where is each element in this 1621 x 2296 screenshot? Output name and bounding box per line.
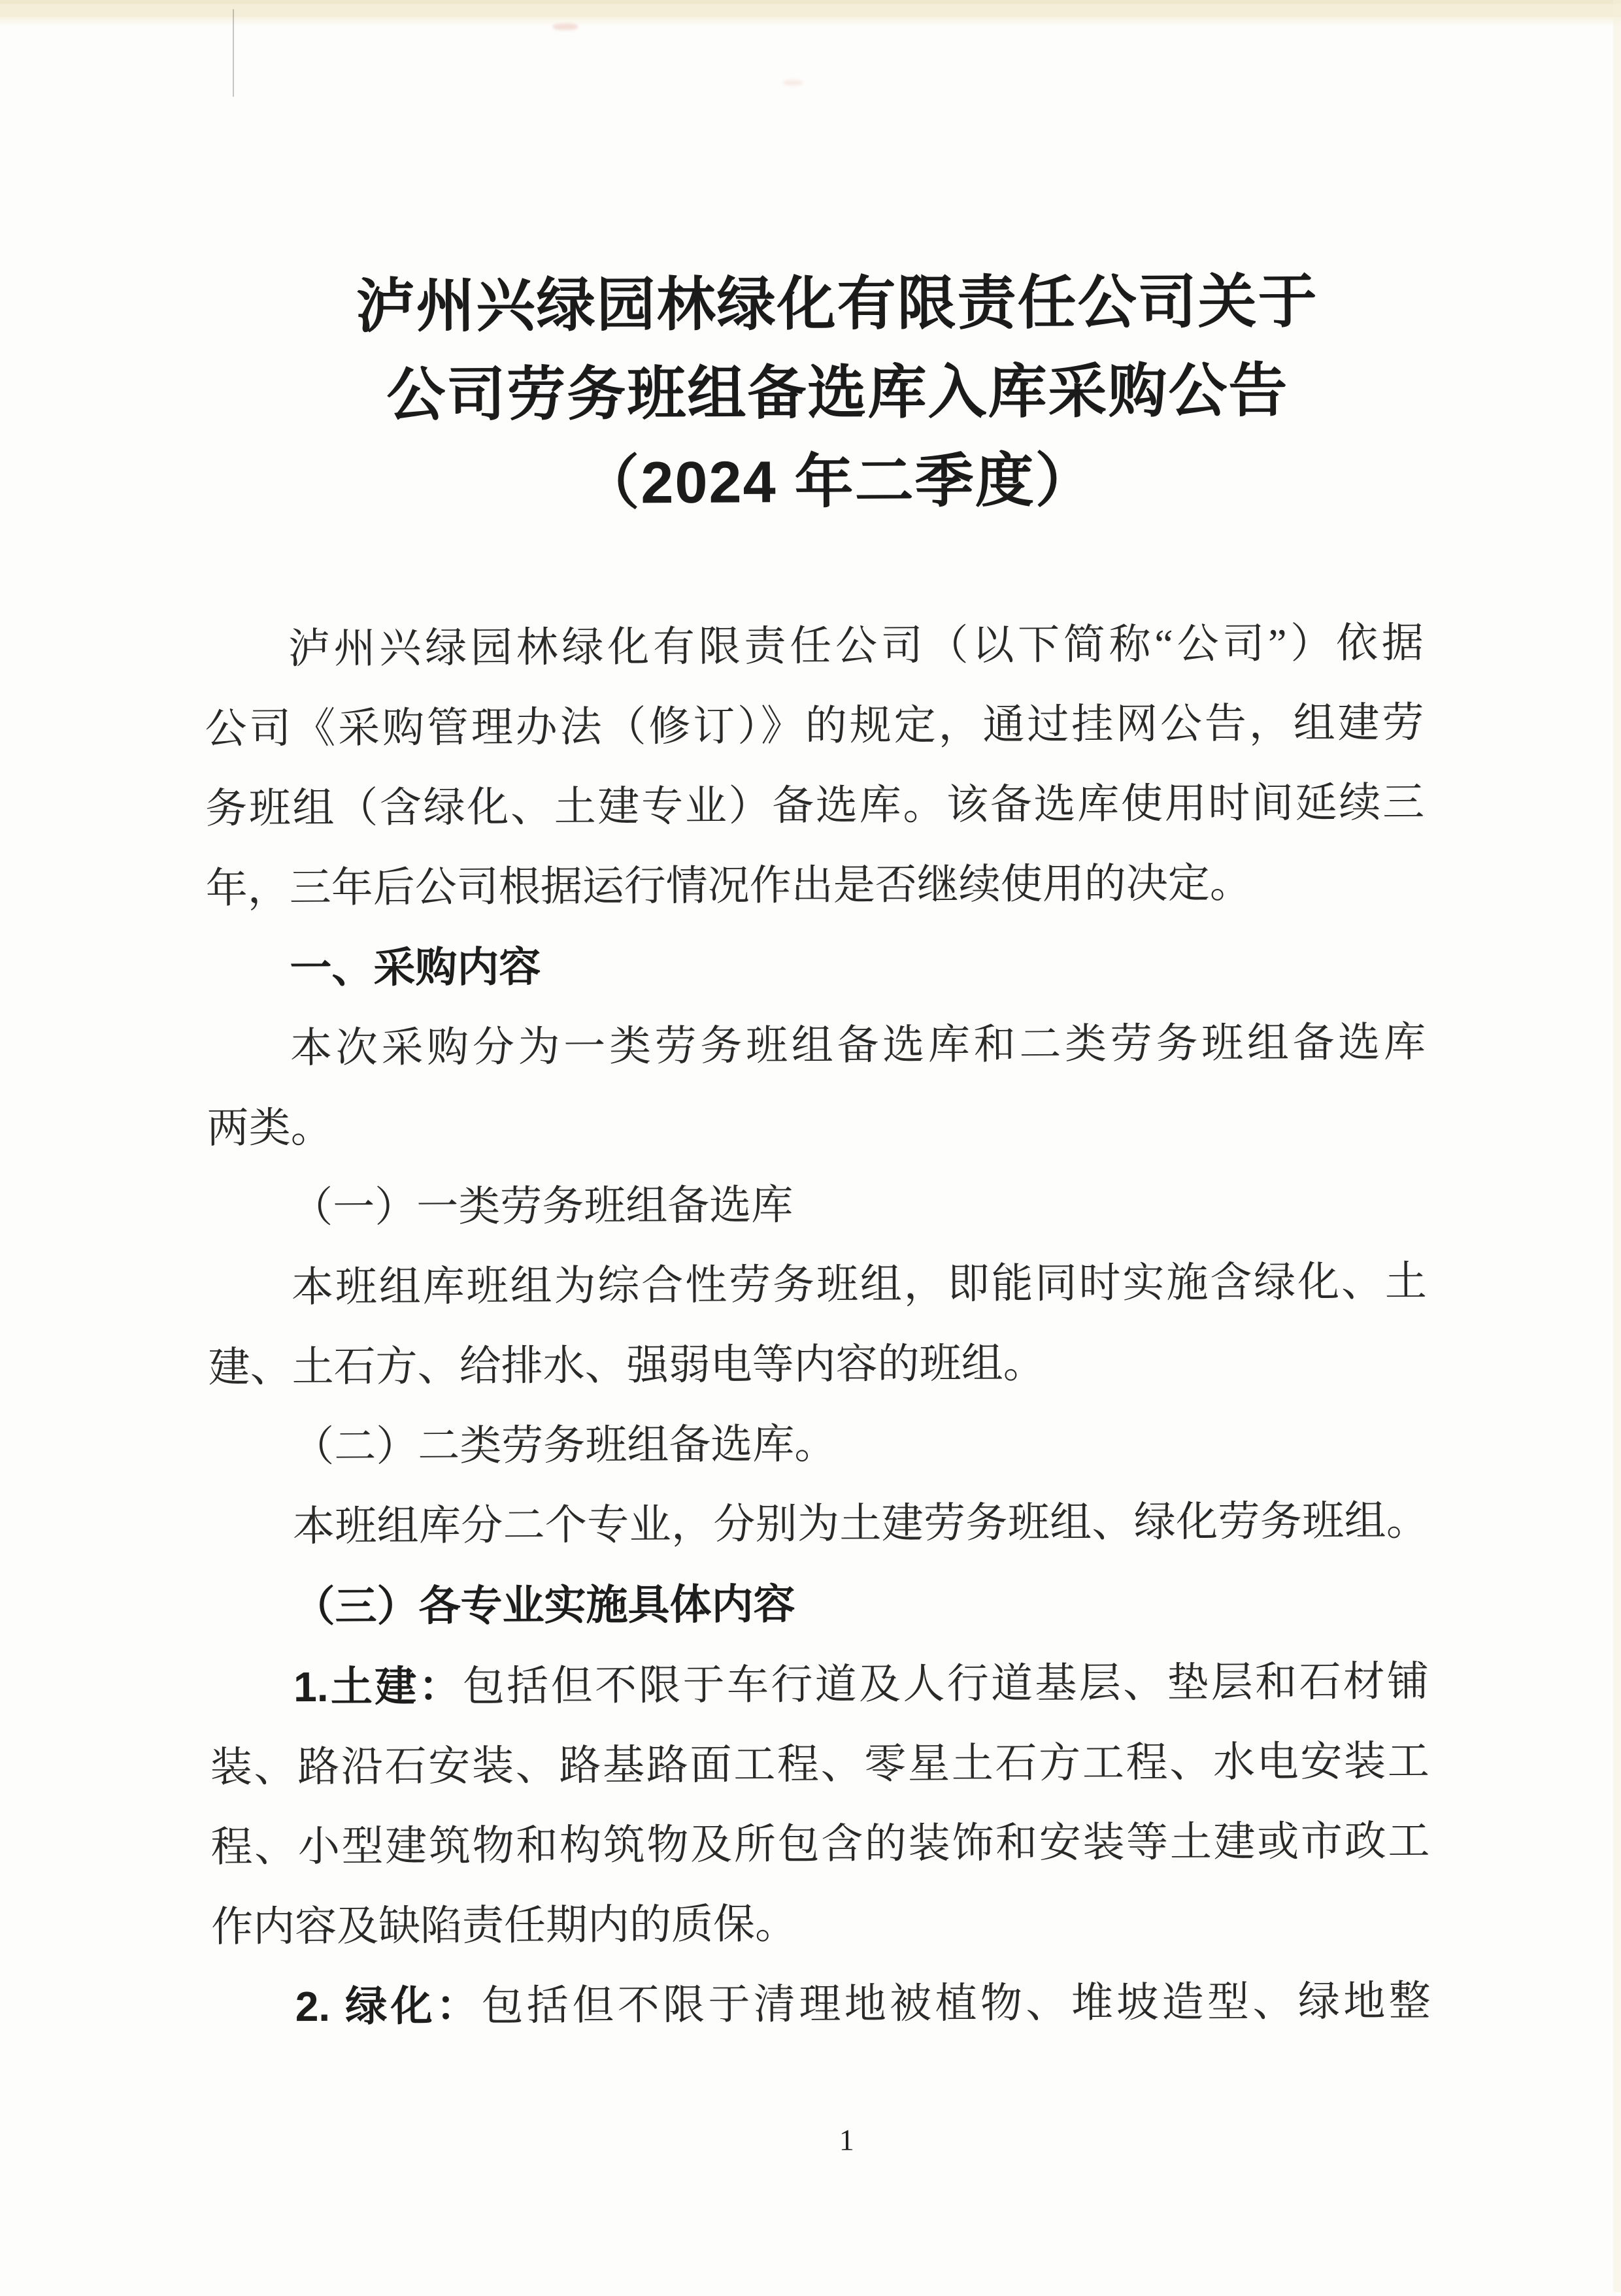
- line-text: 本班组库班组为综合性劳务班组，即能同时实施含绿化、土: [291, 1258, 1428, 1311]
- line-text: 本班组库分二个专业，分别为土建劳务班组、绿化劳务班组。: [292, 1497, 1429, 1550]
- line-text: 本次采购分为一类劳务班组备选库和二类劳务班组备选库: [290, 1019, 1426, 1072]
- body-line: [211, 1961, 1431, 2048]
- body-line: [205, 842, 1425, 929]
- body-line: [208, 1322, 1428, 1408]
- line-text: （一）一类劳务班组备选库: [291, 1182, 794, 1231]
- document-title: [227, 257, 1448, 530]
- line-text: 建、土石方、给排水、强弱电等内容的班组。: [208, 1340, 1045, 1391]
- body-line: [210, 1801, 1430, 1888]
- body-line: [208, 1242, 1428, 1328]
- line-text: 程、小型建筑物和构筑物及所包含的装饰和安装等土建或市政工: [210, 1818, 1430, 1871]
- subsection-heading: [207, 1162, 1427, 1248]
- subsection-heading: [209, 1401, 1428, 1488]
- title-line-3: （2024 年二季度）: [580, 448, 1095, 516]
- line-text: 包括但不限于车行道及人行道基层、垫层和石材铺: [462, 1658, 1429, 1710]
- line-text: 公司《采购管理办法（修订）》的规定，通过挂网公告，组建劳: [205, 699, 1424, 752]
- subsection-heading: [209, 1561, 1429, 1648]
- line-text: 两类。: [207, 1104, 333, 1152]
- heading-text: 一、采购内容: [290, 943, 541, 992]
- line-text: 装、路沿石安装、路基路面工程、零星土石方工程、水电安装工: [210, 1738, 1429, 1791]
- title-line-1: 泸州兴绿园林绿化有限责任公司关于: [356, 269, 1318, 340]
- line-bold-run: 2. 绿化：: [295, 1982, 482, 2031]
- body-line: [205, 763, 1425, 849]
- body-line: [205, 603, 1424, 690]
- body-line: [211, 1881, 1431, 1967]
- body-line: [205, 683, 1424, 769]
- body-line: [210, 1641, 1429, 1728]
- line-text: （二）二类劳务班组备选库。: [292, 1420, 837, 1471]
- document-body: [205, 603, 1431, 2048]
- body-line: [209, 1481, 1429, 1567]
- line-text: 作内容及缺陷责任期内的质保。: [210, 1901, 797, 1950]
- line-text: 务班组（含绿化、土建专业）备选库。该备选库使用时间延续三: [205, 779, 1425, 832]
- line-text: 年，三年后公司根据运行情况作出是否继续使用的决定。: [205, 859, 1252, 912]
- section-heading: [206, 922, 1426, 1009]
- title-line-2: 公司劳务班组备选库入库采购公告: [386, 358, 1289, 429]
- line-text: 泸州兴绿园林绿化有限责任公司（以下简称“公司”）依据: [288, 620, 1424, 673]
- page-number: 1: [839, 2123, 854, 2157]
- line-text: 包括但不限于清理地被植物、堆坡造型、绿地整: [481, 1978, 1431, 2029]
- heading-text: （三）各专业实施具体内容: [293, 1580, 795, 1631]
- body-line: [207, 1082, 1426, 1169]
- line-bold-run: 1.土建：: [293, 1662, 463, 1711]
- body-line: [210, 1722, 1429, 1808]
- body-line: [207, 1003, 1426, 1089]
